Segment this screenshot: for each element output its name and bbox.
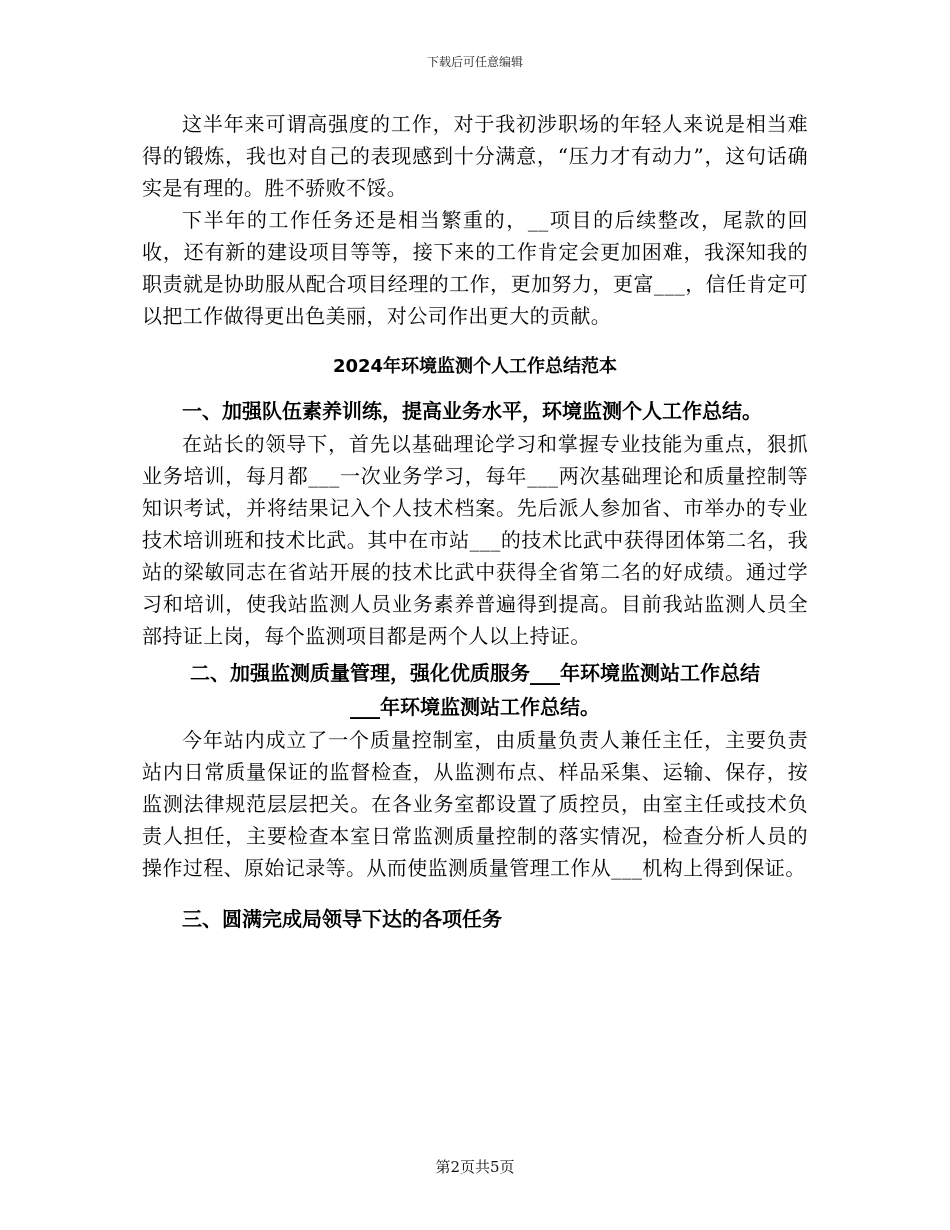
- section-2-heading-line2: ___年环境监测站工作总结。: [350, 695, 600, 719]
- paragraph-2: 下半年的工作任务还是相当繁重的，__项目的后续整改，尾款的回收，还有新的建设项目等等，接下来的工作肯定会更加困难，我深知我的职责就是协助服从配合项目经理的工作，更加努力，更富___，信任肯定可以把工作做得更出色美丽，对公司作出更大的贡献。: [142, 208, 808, 328]
- page-header-note: 下载后可任意编辑: [426, 55, 523, 69]
- page-number: 第2页共5页: [435, 1158, 515, 1176]
- section-1-body: 在站长的领导下，首先以基础理论学习和掌握专业技能为重点，狠抓业务培训，每月都___一次业务学习，每年___两次基础理论和质量控制等知识考试，并将结果记入个人技术档案。先后派人参加省、市举办的专业技术培训班和技术比武。其中在市站___的技术比武中获得团体第二名，我站的梁敏同志在省站开展的技术比武中获得全省第二名的好成绩。通过学习和培训，使我站监测人员业务素养普遍得到提高。目前我站监测人员全部持证上岗，每个监测项目都是两个人以上持证。: [142, 432, 808, 648]
- section-2-heading-line1: 二、加强监测质量管理，强化优质服务___年环境监测站工作总结: [190, 661, 760, 685]
- section-3-heading: 三、圆满完成局领导下达的各项任务: [182, 907, 502, 931]
- section-1-heading: 一、加强队伍素养训练，提高业务水平，环境监测个人工作总结。: [182, 399, 762, 423]
- paragraph-1: 这半年来可谓高强度的工作，对于我初涉职场的年轻人来说是相当难得的锻炼，我也对自己的表现感到十分满意，“压力才有动力”，这句话确实是有理的。胜不骄败不馁。: [142, 112, 808, 200]
- document-title: 2024年环境监测个人工作总结范本: [332, 356, 618, 377]
- document-body: [142, 108, 808, 936]
- section-2-body: 今年站内成立了一个质量控制室，由质量负责人兼任主任，主要负责站内日常质量保证的监督检查，从监测布点、样品采集、运输、保存，按监测法律规范层层把关。在各业务室都设置了质控员，由室主任或技术负责人担任，主要检查本室日常监测质量控制的落实情况，检查分析人员的操作过程、原始记录等。从而使监测质量管理工作从___机构上得到保证。: [142, 728, 808, 880]
